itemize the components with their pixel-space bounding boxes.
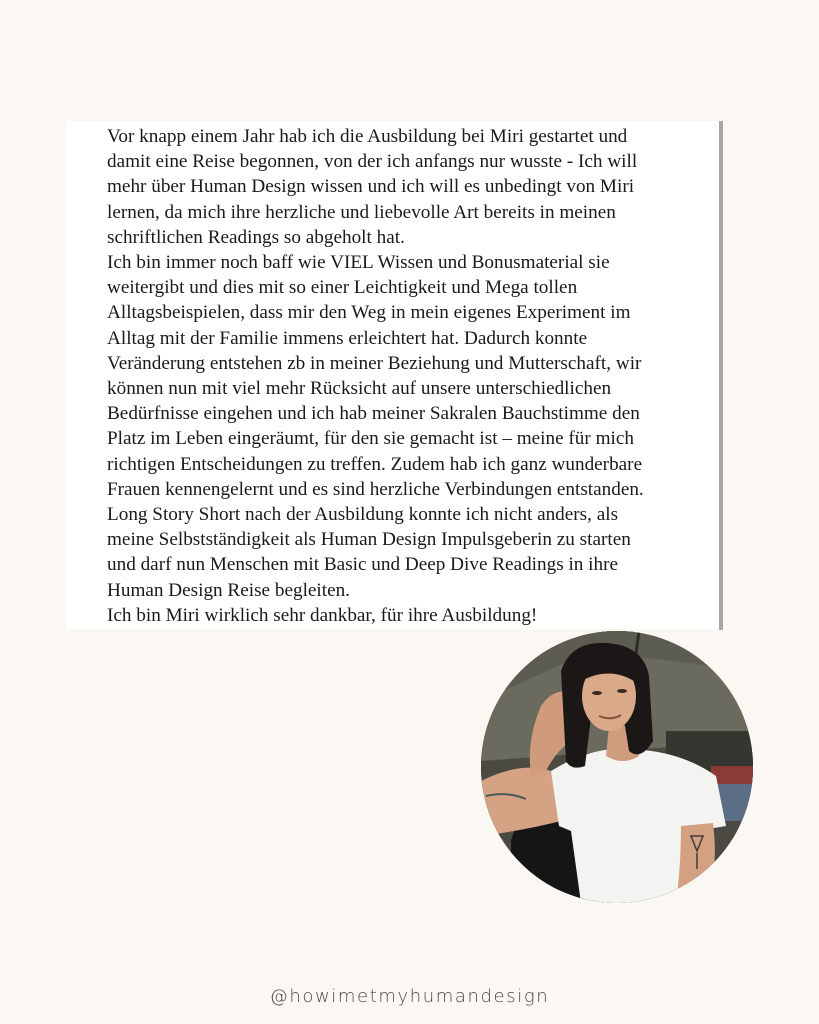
testimonial-line: Platz im Leben eingeräumt, für den sie gemacht ist – meine für mich xyxy=(107,428,634,450)
testimonial-line: weitergibt und dies mit so einer Leichtigkeit und Mega tollen xyxy=(107,277,578,299)
red-object xyxy=(711,766,753,784)
testimonial-line: richtigen Entscheidungen zu treffen. Zudem hab ich ganz wunderbare xyxy=(107,453,643,475)
testimonial-line: schriftlichen Readings so abgeholt hat. xyxy=(107,226,405,248)
testimonial-line: damit eine Reise begonnen, von der ich anfangs nur wusste - Ich will xyxy=(107,151,638,173)
testimonial-line: und darf nun Menschen mit Basic und Deep Dive Readings in ihre xyxy=(107,554,619,576)
testimonial-text xyxy=(107,124,707,628)
testimonial-line: Ich bin Miri wirklich sehr dankbar, für ihre Ausbildung! xyxy=(107,604,538,626)
testimonial-line: Frauen kennengelernt und es sind herzliche Verbindungen entstanden. xyxy=(107,478,644,500)
testimonial-line: Alltagsbeispielen, dass mir den Weg in mein eigenes Experiment im xyxy=(107,302,631,324)
portrait-illustration xyxy=(481,631,753,903)
testimonial-line: Alltag mit der Familie immens erleichtert hat. Dadurch konnte xyxy=(107,327,588,349)
scrollbar[interactable] xyxy=(719,121,723,630)
left-eye xyxy=(592,691,602,695)
testimonial-line: mehr über Human Design wissen und ich will es unbedingt von Miri xyxy=(107,176,635,198)
testimonial-line: können nun mit viel mehr Rücksicht auf unsere unterschiedlichen xyxy=(107,378,612,400)
testimonial-line: Veränderung entstehen zb in meiner Beziehung und Mutterschaft, wir xyxy=(107,352,642,374)
testimonial-line: lernen, da mich ihre herzliche und liebevolle Art bereits in meinen xyxy=(107,201,616,223)
testimonial-line: Ich bin immer noch baff wie VIEL Wissen und Bonusmaterial sie xyxy=(107,252,610,274)
right-eye xyxy=(617,689,627,693)
right-arm xyxy=(676,823,715,903)
testimonial-line: Long Story Short nach der Ausbildung konnte ich nicht anders, als xyxy=(107,504,619,526)
testimonial-line: meine Selbstständigkeit als Human Design Impulsgeberin zu starten xyxy=(107,529,631,551)
testimonial-line: Human Design Reise begleiten. xyxy=(107,579,350,601)
portrait-photo xyxy=(481,631,753,903)
instagram-handle: @howimetmyhumandesign xyxy=(269,986,550,1007)
testimonial-line: Vor knapp einem Jahr hab ich die Ausbildung bei Miri gestartet und xyxy=(107,126,628,147)
testimonial-line: Bedürfnisse eingehen und ich hab meiner Sakralen Bauchstimme den xyxy=(107,403,640,425)
